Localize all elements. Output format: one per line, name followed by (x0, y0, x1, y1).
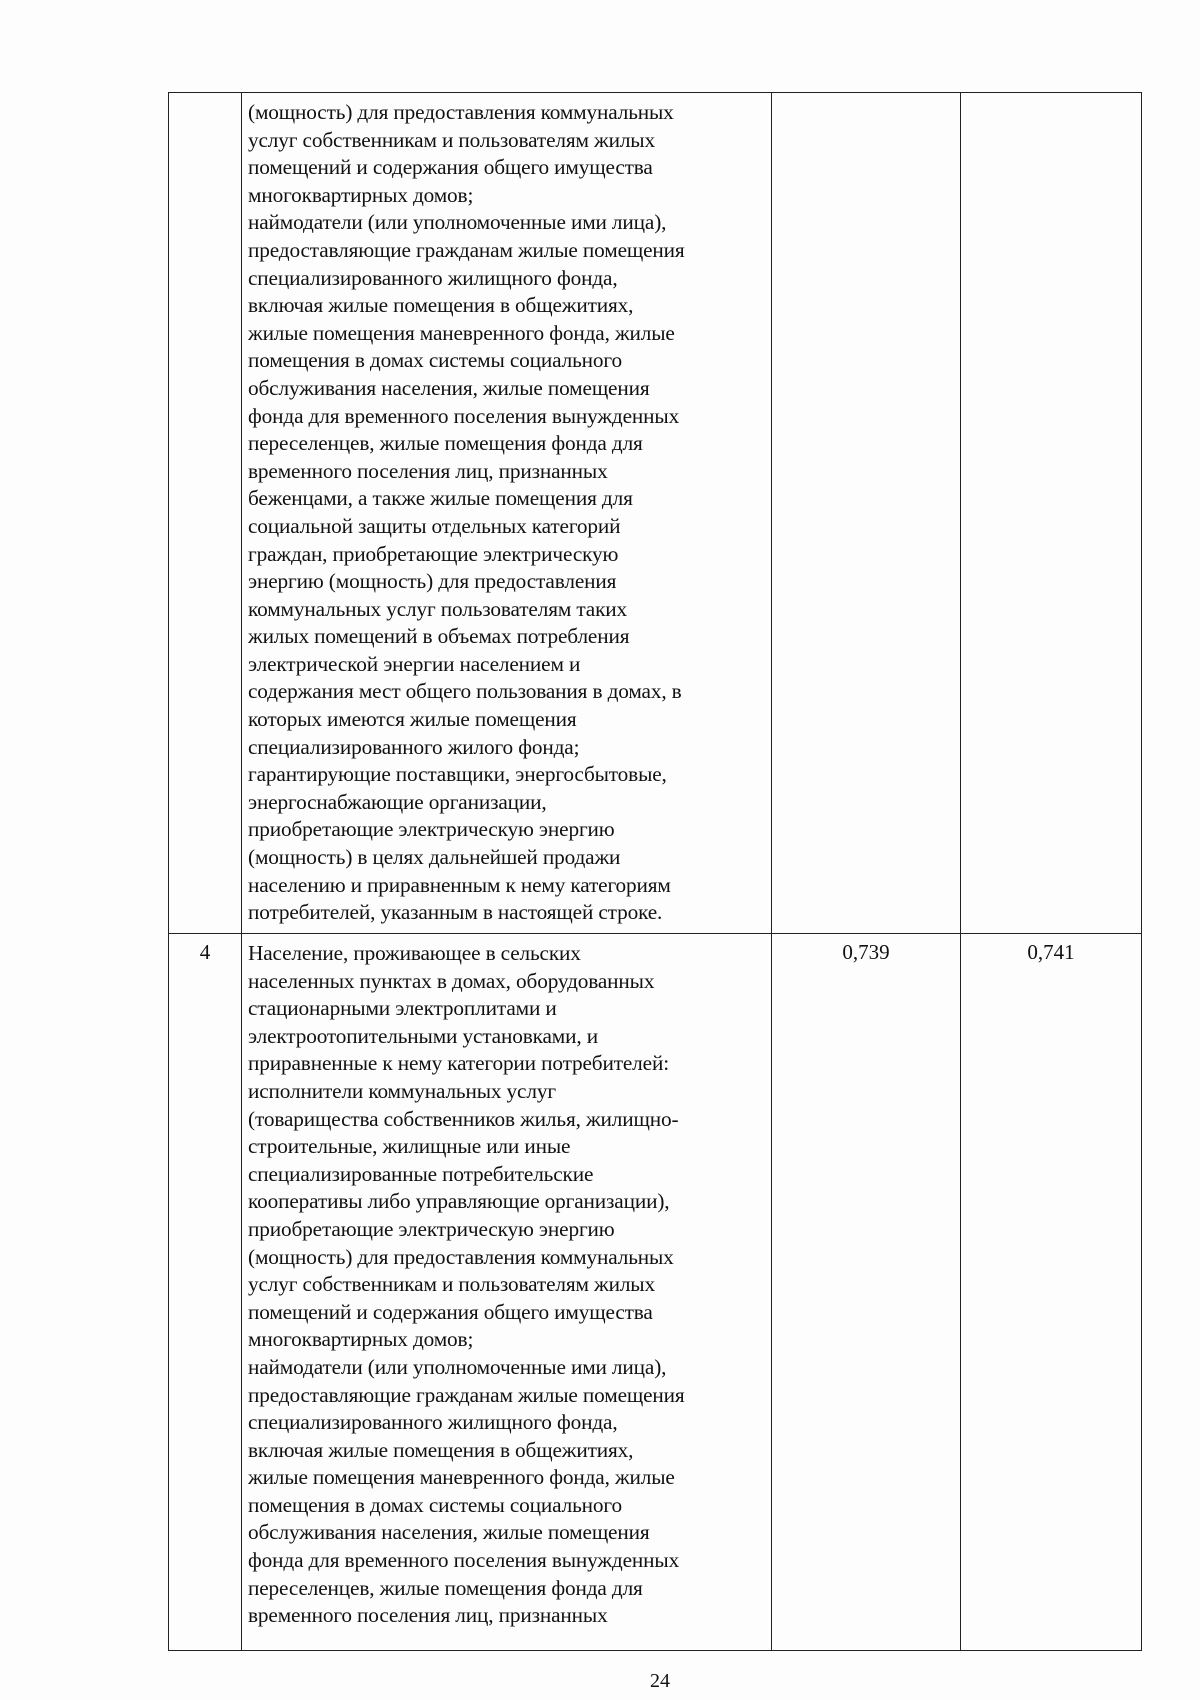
description-line: кооперативы либо управляющие организации), (248, 1189, 670, 1214)
description-line: фонда для временного поселения вынужденных (248, 403, 680, 428)
value-cell-second-half (961, 93, 1142, 934)
description-line: обслуживания населения, жилые помещения (248, 375, 650, 400)
description-line: наймодатели (или уполномоченные ими лица), (248, 210, 667, 235)
description-line: жилые помещения маневренного фонда, жилые (248, 1465, 675, 1490)
description-line: услуг собственникам и пользователям жилых (248, 1272, 655, 1297)
description-line: специализированного жилищного фонда, (248, 1410, 618, 1435)
description-line: многоквартирных домов; (248, 182, 474, 207)
description-line: помещений и содержания общего имущества (248, 1299, 653, 1324)
description-line: содержания мест общего пользования в домах, в (248, 679, 682, 704)
description-line: которых имеются жилые помещения (248, 707, 577, 732)
description-line: обслуживания населения, жилые помещения (248, 1520, 650, 1545)
description-line: гарантирующие поставщики, энергосбытовые, (248, 762, 667, 787)
description-line: помещения в домах системы социального (248, 1492, 622, 1517)
description-line: (мощность) для предоставления коммунальных (248, 100, 674, 124)
description-line: потребителей, указанным в настоящей строке. (248, 900, 663, 925)
description-line: электроотопительными установками, и (248, 1023, 598, 1048)
description-line: энергоснабжающие организации, (248, 789, 547, 814)
description-line: временного поселения лиц, признанных (248, 458, 608, 483)
description-line: приравненные к нему категории потребителей: (248, 1051, 669, 1076)
description-line: приобретающие электрическую энергию (248, 817, 615, 842)
description-line: специализированного жилого фонда; (248, 734, 580, 759)
row-description-cell (242, 934, 772, 1651)
value-cell-first-half (772, 93, 961, 934)
description-line: помещения в домах системы социального (248, 348, 622, 373)
tariff-table (168, 92, 1142, 1651)
description-line: беженцами, а также жилые помещения для (248, 486, 633, 511)
description-line: (мощность) для предоставления коммунальных (248, 1244, 674, 1269)
description-line: жилых помещений в объемах потребления (248, 624, 630, 649)
value-cell-second-half: 0,741 (961, 934, 1142, 1651)
description-line: включая жилые помещения в общежитиях, (248, 293, 634, 318)
row-description-cell (242, 93, 772, 934)
description-line: временного поселения лиц, признанных (248, 1603, 608, 1628)
table-row (169, 934, 1142, 1651)
description-line: Население, проживающее в сельских (248, 941, 581, 965)
page-number: 24 (650, 1670, 670, 1692)
description-line: исполнители коммунальных услуг (248, 1078, 556, 1103)
description-line: предоставляющие гражданам жилые помещения (248, 237, 685, 262)
row-number-cell (169, 93, 242, 934)
description-line: фонда для временного поселения вынужденных (248, 1548, 680, 1573)
description-line: специализированные потребительские (248, 1161, 594, 1186)
description-line: строительные, жилищные или иные (248, 1134, 571, 1159)
value-cell-first-half: 0,739 (772, 934, 961, 1651)
description-line: переселенцев, жилые помещения фонда для (248, 431, 643, 456)
description-line: коммунальных услуг пользователям таких (248, 596, 628, 621)
description-line: переселенцев, жилые помещения фонда для (248, 1575, 643, 1600)
description-line: приобретающие электрическую энергию (248, 1216, 615, 1241)
description-line: наймодатели (или уполномоченные ими лица), (248, 1354, 667, 1379)
description-line: жилые помещения маневренного фонда, жилые (248, 320, 675, 345)
row-description-text (248, 99, 767, 927)
row-description-text (248, 940, 767, 1630)
description-line: многоквартирных домов; (248, 1327, 474, 1352)
description-line: включая жилые помещения в общежитиях, (248, 1437, 634, 1462)
description-line: помещений и содержания общего имущества (248, 155, 653, 180)
description-line: населению и приравненным к нему категориям (248, 872, 671, 897)
description-line: граждан, приобретающие электрическую (248, 541, 619, 566)
description-line: специализированного жилищного фонда, (248, 265, 618, 290)
description-line: энергию (мощность) для предоставления (248, 569, 617, 594)
row-number-cell: 4 (169, 934, 242, 1651)
description-line: (мощность) в целях дальнейшей продажи (248, 845, 621, 870)
description-line: социальной защиты отдельных категорий (248, 513, 621, 538)
description-line: электрической энергии населением и (248, 651, 581, 676)
description-line: услуг собственникам и пользователям жилых (248, 127, 655, 152)
description-line: (товарищества собственников жилья, жилищно- (248, 1106, 679, 1131)
description-line: населенных пунктах в домах, оборудованных (248, 968, 655, 993)
description-line: предоставляющие гражданам жилые помещения (248, 1382, 685, 1407)
description-line: стационарными электроплитами и (248, 996, 557, 1021)
table-row (169, 93, 1142, 934)
